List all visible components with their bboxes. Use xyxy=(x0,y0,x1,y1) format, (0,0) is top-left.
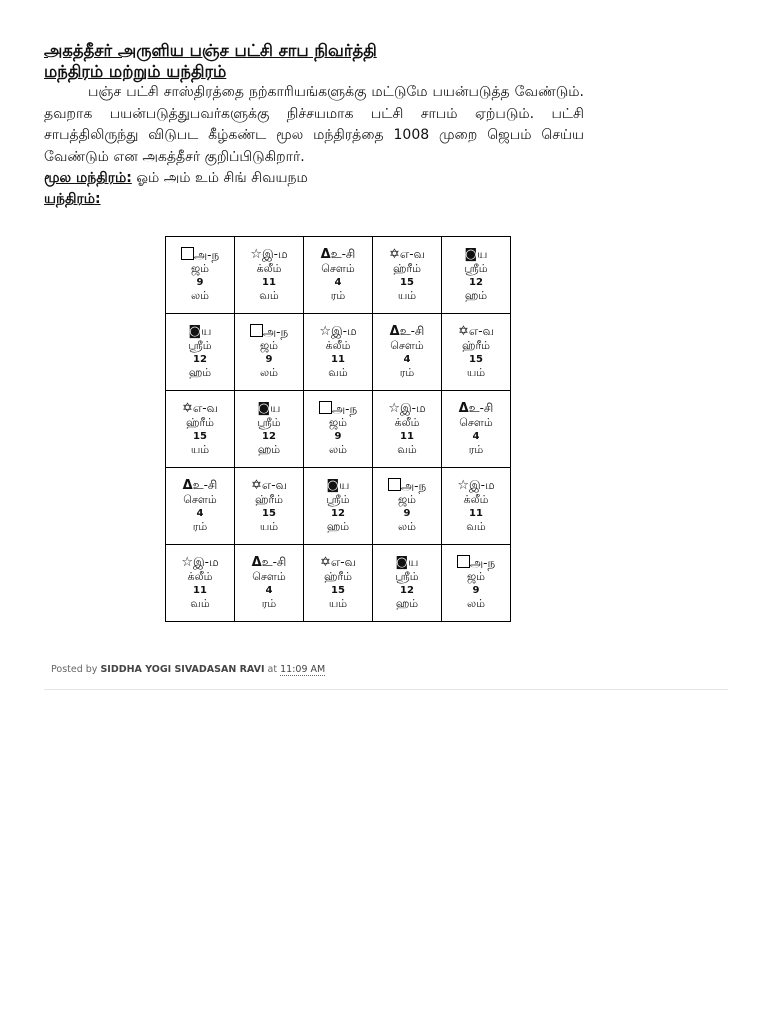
yantra-cell xyxy=(442,237,511,314)
cell-syllable: உ-சி xyxy=(468,401,494,415)
cell-syllable: எ-வ xyxy=(192,401,219,415)
crescent-icon: ◙ xyxy=(257,401,271,416)
cell-seed: ரம் xyxy=(261,597,277,610)
cell-syllable: உ-சி xyxy=(399,324,425,338)
yantra-cell xyxy=(235,314,304,391)
yantra-cell xyxy=(442,545,511,622)
cell-seed: யம் xyxy=(190,443,210,456)
at-label: at xyxy=(264,664,281,675)
post-title-line-2: மந்திரம் மற்றும் யந்திரம் xyxy=(44,62,227,81)
cell-seed: ஹம் xyxy=(188,366,212,379)
cell-seed: ஹம் xyxy=(326,520,350,533)
crescent-icon: ◙ xyxy=(395,555,409,570)
cell-syllable: அ-ந xyxy=(193,248,220,262)
cell-bija: ஜம் xyxy=(466,570,486,583)
hexagram-icon: ✡ xyxy=(181,401,193,416)
cell-syllable: ய xyxy=(339,478,350,492)
triangle-icon: Δ xyxy=(389,324,400,339)
yantra-cell xyxy=(304,545,373,622)
cell-seed: லம் xyxy=(191,289,209,302)
cell-number: 15 xyxy=(400,277,414,288)
cell-number: 4 xyxy=(472,431,480,442)
cell-bija: ஹ்ரீம் xyxy=(392,262,421,275)
post-body-text: பஞ்ச பட்சி சாஸ்திரத்தை நற்காரியங்களுக்கு மட்டுமே பயன்படுத்த வேண்டும். தவறாக பயன்படுத்துபவர்களுக்கு நிச்சயமாக பட்சி சாபம் ஏற்படும். பட்சி சாபத்திலிருந்து விடுபட கீழ்கண்ட மூல மந்திரத்தை 1008 முறை ஜெபம் செய்ய வேண்டும் என அகத்தீசர் குறிப்பிடுகிறார். xyxy=(44,84,584,165)
yantra-cell xyxy=(166,237,235,314)
cell-number: 9 xyxy=(196,277,204,288)
star-outline-icon: ☆ xyxy=(457,478,469,493)
yantra-cell xyxy=(442,314,511,391)
post-title-line-1: அகத்தீசர் அருளிய பஞ்ச பட்சி சாப நிவர்த்தி xyxy=(44,41,377,60)
cell-number: 12 xyxy=(469,277,483,288)
cell-bija: ஜம் xyxy=(397,493,417,506)
post-body xyxy=(44,82,584,168)
star-outline-icon: ☆ xyxy=(181,555,193,570)
yantra-cell xyxy=(442,391,511,468)
triangle-icon: Δ xyxy=(458,401,469,416)
triangle-icon: Δ xyxy=(320,247,331,262)
cell-number: 4 xyxy=(196,508,204,519)
cell-syllable: எ-வ xyxy=(330,555,357,569)
cell-number: 4 xyxy=(265,585,273,596)
cell-bija: சௌம் xyxy=(459,416,493,429)
cell-number: 15 xyxy=(262,508,276,519)
square-icon xyxy=(457,556,470,570)
yantra-row xyxy=(166,468,511,545)
yantra-row xyxy=(166,237,511,314)
cell-bija: ஸ்ரீம் xyxy=(464,262,488,275)
cell-syllable: உ-சி xyxy=(261,555,287,569)
yantra-cell xyxy=(235,468,304,545)
cell-syllable: இ-ம xyxy=(399,401,426,415)
yantra-row xyxy=(166,314,511,391)
crescent-icon: ◙ xyxy=(464,247,478,262)
yantra-row xyxy=(166,545,511,622)
yantra-cell xyxy=(442,468,511,545)
yantra-cell xyxy=(373,468,442,545)
cell-bija: ஸ்ரீம் xyxy=(257,416,281,429)
cell-syllable: உ-சி xyxy=(192,478,218,492)
cell-syllable: எ-வ xyxy=(399,247,426,261)
cell-seed: யம் xyxy=(397,289,417,302)
cell-seed: ரம் xyxy=(330,289,346,302)
cell-syllable: அ-ந xyxy=(331,402,358,416)
cell-number: 9 xyxy=(334,431,342,442)
cell-seed: யம் xyxy=(259,520,279,533)
cell-number: 12 xyxy=(331,508,345,519)
cell-seed: வம் xyxy=(397,443,417,456)
footer-divider xyxy=(44,689,728,690)
cell-syllable: இ-ம xyxy=(468,478,495,492)
yantra-cell xyxy=(304,314,373,391)
square-icon xyxy=(181,248,194,262)
star-outline-icon: ☆ xyxy=(250,247,262,262)
yantra-cell xyxy=(373,545,442,622)
author-link[interactable]: SIDDHA YOGI SIVADASAN RAVI xyxy=(100,664,265,675)
yantra-cell xyxy=(235,545,304,622)
hexagram-icon: ✡ xyxy=(250,478,262,493)
cell-syllable: இ-ம xyxy=(192,555,219,569)
hexagram-icon: ✡ xyxy=(319,555,331,570)
cell-seed: லம் xyxy=(260,366,278,379)
cell-number: 11 xyxy=(331,354,345,365)
cell-seed: யம் xyxy=(466,366,486,379)
cell-bija: சௌம் xyxy=(321,262,355,275)
cell-syllable: ய xyxy=(408,555,419,569)
cell-seed: ரம் xyxy=(192,520,208,533)
cell-seed: லம் xyxy=(467,597,485,610)
cell-bija: ஜம் xyxy=(328,416,348,429)
cell-bija: ஸ்ரீம் xyxy=(188,339,212,352)
triangle-icon: Δ xyxy=(182,478,193,493)
yantra-cell xyxy=(166,468,235,545)
square-icon xyxy=(250,325,263,339)
cell-bija: ஜம் xyxy=(190,262,210,275)
cell-bija: க்லீம் xyxy=(187,570,213,583)
cell-bija: ஜம் xyxy=(259,339,279,352)
cell-number: 12 xyxy=(262,431,276,442)
cell-bija: சௌம் xyxy=(252,570,286,583)
post-footer xyxy=(51,664,325,675)
cell-seed: ரம் xyxy=(468,443,484,456)
blog-post xyxy=(44,40,584,210)
cell-number: 15 xyxy=(469,354,483,365)
cell-bija: க்லீம் xyxy=(256,262,282,275)
cell-number: 15 xyxy=(331,585,345,596)
yantra-cell xyxy=(304,391,373,468)
cell-seed: யம் xyxy=(328,597,348,610)
cell-syllable: ய xyxy=(201,324,212,338)
cell-number: 12 xyxy=(193,354,207,365)
hexagram-icon: ✡ xyxy=(388,247,400,262)
cell-syllable: உ-சி xyxy=(330,247,356,261)
cell-number: 12 xyxy=(400,585,414,596)
cell-number: 9 xyxy=(265,354,273,365)
star-outline-icon: ☆ xyxy=(388,401,400,416)
cell-syllable: அ-ந xyxy=(262,325,289,339)
cell-bija: க்லீம் xyxy=(463,493,489,506)
cell-syllable: ய xyxy=(270,401,281,415)
cell-syllable: எ-வ xyxy=(468,324,495,338)
cell-bija: ஸ்ரீம் xyxy=(395,570,419,583)
cell-number: 11 xyxy=(262,277,276,288)
cell-bija: க்லீம் xyxy=(394,416,420,429)
cell-bija: ஹ்ரீம் xyxy=(254,493,283,506)
crescent-icon: ◙ xyxy=(188,324,202,339)
square-icon xyxy=(388,479,401,493)
cell-number: 9 xyxy=(403,508,411,519)
cell-number: 15 xyxy=(193,431,207,442)
yantra-cell xyxy=(304,237,373,314)
cell-syllable: அ-ந xyxy=(469,556,496,570)
yantra-cell xyxy=(235,237,304,314)
cell-syllable: இ-ம xyxy=(261,247,288,261)
yantra-cell xyxy=(166,545,235,622)
cell-seed: ரம் xyxy=(399,366,415,379)
cell-seed: ஹம் xyxy=(257,443,281,456)
yantra-cell xyxy=(166,314,235,391)
post-time-link[interactable]: 11:09 AM xyxy=(280,664,326,675)
cell-seed: வம் xyxy=(190,597,210,610)
cell-seed: வம் xyxy=(259,289,279,302)
moola-mantra-label: மூல மந்திரம்: xyxy=(44,170,132,186)
cell-number: 9 xyxy=(472,585,480,596)
yantra-cell xyxy=(373,314,442,391)
moola-mantra-text: ஓம் அம் உம் சிங் சிவயநம xyxy=(131,170,308,186)
moola-mantra xyxy=(44,168,584,189)
cell-seed: ஹம் xyxy=(464,289,488,302)
cell-syllable: எ-வ xyxy=(261,478,288,492)
cell-bija: ஹ்ரீம் xyxy=(323,570,352,583)
cell-bija: சௌம் xyxy=(390,339,424,352)
hexagram-icon: ✡ xyxy=(457,324,469,339)
cell-seed: ஹம் xyxy=(395,597,419,610)
cell-syllable: ய xyxy=(477,247,488,261)
cell-number: 11 xyxy=(469,508,483,519)
triangle-icon: Δ xyxy=(251,555,262,570)
yantra-cell xyxy=(373,391,442,468)
yantra-cell xyxy=(166,391,235,468)
cell-number: 4 xyxy=(334,277,342,288)
cell-number: 4 xyxy=(403,354,411,365)
cell-syllable: அ-ந xyxy=(400,479,427,493)
square-icon xyxy=(319,402,332,416)
yantra-grid xyxy=(165,236,511,622)
posted-by-label: Posted by xyxy=(51,664,101,675)
cell-bija: க்லீம் xyxy=(325,339,351,352)
cell-number: 11 xyxy=(193,585,207,596)
yantra-cell xyxy=(304,468,373,545)
yantra-label: யந்திரம்: xyxy=(44,191,101,207)
cell-seed: லம் xyxy=(398,520,416,533)
cell-bija: ஹ்ரீம் xyxy=(461,339,490,352)
cell-bija: சௌம் xyxy=(183,493,217,506)
cell-syllable: இ-ம xyxy=(330,324,357,338)
cell-bija: ஸ்ரீம் xyxy=(326,493,350,506)
cell-seed: வம் xyxy=(328,366,348,379)
yantra-row xyxy=(166,391,511,468)
cell-seed: வம் xyxy=(466,520,486,533)
crescent-icon: ◙ xyxy=(326,478,340,493)
cell-bija: ஹ்ரீம் xyxy=(185,416,214,429)
cell-number: 11 xyxy=(400,431,414,442)
yantra-cell xyxy=(235,391,304,468)
star-outline-icon: ☆ xyxy=(319,324,331,339)
yantra-cell xyxy=(373,237,442,314)
cell-seed: லம் xyxy=(329,443,347,456)
